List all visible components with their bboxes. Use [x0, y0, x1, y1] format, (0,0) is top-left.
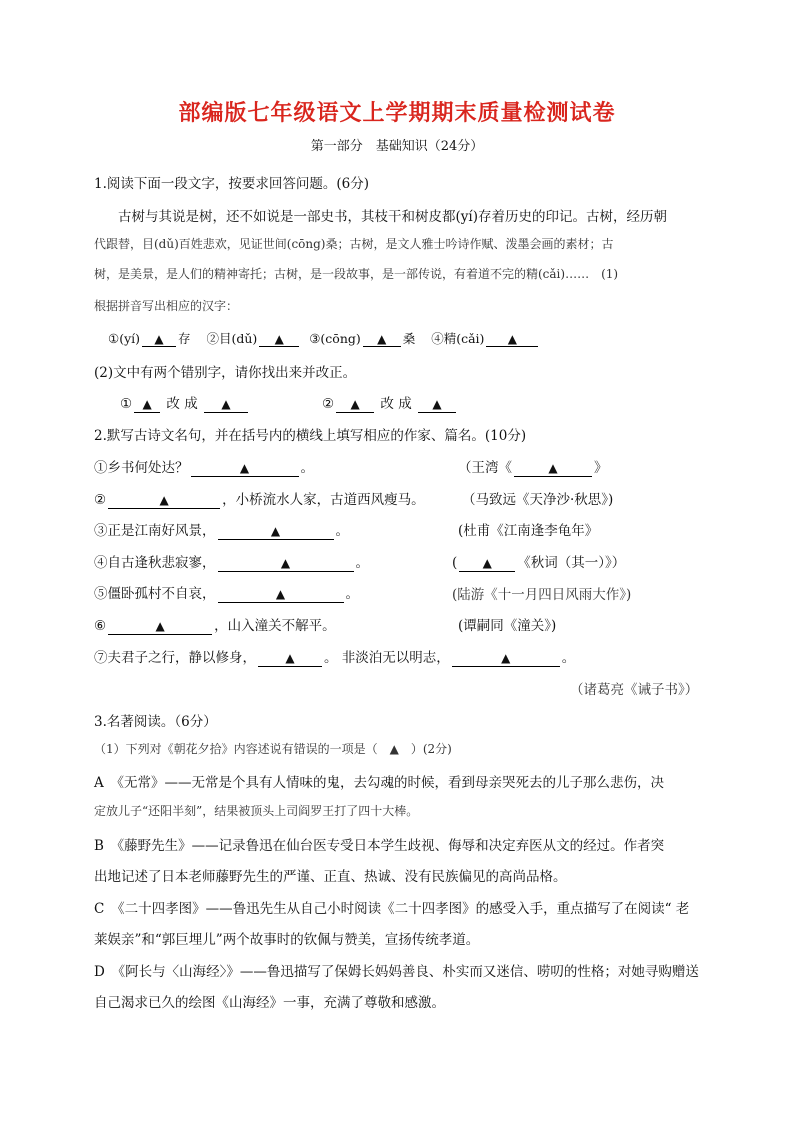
- q2-line-5: [94, 582, 359, 603]
- q2-source-6: (谭嗣同《潼关》): [458, 618, 557, 634]
- blank-label: ③(cōng): [309, 331, 361, 346]
- q2-line-3: [94, 519, 349, 540]
- q2-source-3: (杜甫《江南逢李龟年》: [458, 523, 599, 539]
- answer-blank[interactable]: [134, 397, 160, 413]
- poem-text: 。: [355, 555, 369, 571]
- q3-option-b: B 《藤野先生》——记录鲁迅在仙台医专受日本学生歧视、侮辱和决定弃医从文的经过。作者突: [94, 838, 665, 854]
- q3-option-b-cont: 出地记述了日本老师藤野先生的严谨、正直、热诚、没有民族偏见的高尚品格。: [94, 869, 567, 885]
- blank-marker: ▲: [275, 587, 286, 601]
- q3-subquestion-1: （1）下列对《朝花夕拾》内容述说有错误的一项是（ ▲ ）(2分): [94, 742, 452, 756]
- blank-marker: ▲: [142, 397, 152, 411]
- source-text: 》: [594, 460, 608, 476]
- answer-blank[interactable]: [363, 331, 401, 347]
- blank-marker: ▲: [239, 461, 250, 475]
- blank-marker: ▲: [350, 397, 360, 411]
- q2-source-1: [458, 456, 608, 477]
- poem-text: ⑦夫君子之行，静以修身，: [94, 650, 256, 666]
- poem-text: ⑥: [94, 618, 107, 634]
- poem-text: 。: [300, 460, 314, 476]
- answer-blank[interactable]: [191, 461, 299, 477]
- q1-paragraph-line: 树，是美景，是人们的精神寄托；古树，是一段故事，是一部传说，有着道不完的精(cǎi)…… (1): [94, 267, 619, 281]
- q2-line-1: [94, 456, 314, 477]
- answer-blank[interactable]: [336, 397, 374, 413]
- answer-blank[interactable]: [259, 331, 299, 347]
- answer-blank[interactable]: [218, 556, 354, 572]
- poem-text: 。 非淡泊无以明志，: [324, 650, 450, 666]
- q1-heading: 1.阅读下面一段文字，按要求回答问题。(6分): [94, 176, 370, 192]
- q2-source-7: （诸葛亮《诫子书》）: [570, 682, 699, 698]
- q1-paragraph-line: 古树与其说是树，还不如说是一部史书，其枝干和树皮都(yí)存着历史的印记。古树，经历朝: [118, 209, 667, 225]
- poem-text: ①乡书何处达？: [94, 460, 189, 476]
- answer-blank[interactable]: [108, 619, 212, 635]
- q2-line-2: [94, 488, 425, 509]
- q3-option-d: D 《阿长与〈山海经〉》——鲁迅描写了保姆长妈妈善良、朴实而又迷信、唠叨的性格；对她寻购赠送: [94, 964, 699, 980]
- poem-text: ③正是江南好风景，: [94, 523, 216, 539]
- q1-correction-row: [322, 392, 458, 413]
- q3-option-a: A 《无常》——无常是个具有人情味的鬼，去勾魂的时候，看到母亲哭死去的儿子那么悲伤，决: [94, 775, 664, 791]
- blank-marker: ▲: [155, 619, 165, 633]
- blank-label: ①(yí): [108, 331, 141, 346]
- blank-label: 桑: [402, 331, 416, 346]
- poem-text: 。: [345, 586, 359, 602]
- q2-source-2: （马致远《天净沙·秋思》): [462, 492, 614, 508]
- answer-blank[interactable]: [258, 651, 322, 667]
- q2-heading: 2.默写古诗文名句，并在括号内的横线上填写相应的作家、篇名。(10分): [94, 428, 527, 444]
- answer-blank[interactable]: [452, 651, 560, 667]
- blank-label: 存: [178, 331, 191, 346]
- answer-blank[interactable]: [218, 587, 344, 603]
- q1-paragraph-line: 根据拼音写出相应的汉字：: [94, 299, 239, 313]
- blank-marker: ▲: [154, 332, 164, 346]
- blank-marker: ▲: [270, 524, 281, 538]
- blank-label: ②目(dǔ): [206, 331, 258, 346]
- page-title: 部编版七年级语文上学期期末质量检测试卷: [178, 101, 616, 126]
- q3-option-c-cont: 莱娱亲”和“郭巨埋儿”两个故事时的钦佩与赞美，宣扬传统孝道。: [94, 932, 480, 948]
- answer-blank[interactable]: [204, 397, 248, 413]
- q2-line-7: [94, 646, 575, 667]
- blank-marker: ▲: [280, 556, 291, 570]
- correction-index: ②: [322, 396, 335, 412]
- poem-text: ，小桥流水人家，古道西风瘦马。: [222, 492, 425, 508]
- correction-label: 改 成: [166, 396, 198, 412]
- poem-text: ④自古逢秋悲寂寥，: [94, 555, 216, 571]
- blank-marker: ▲: [501, 651, 511, 665]
- poem-text: ⑤僵卧孤村不自哀，: [94, 586, 216, 602]
- q1-subquestion-2: (2)文中有两个错别字，请你找出来并改正。: [94, 365, 357, 381]
- q3-heading: 3.名著阅读。（6分）: [94, 714, 217, 730]
- q2-source-5: (陆游《十一月四日风雨大作》): [452, 587, 632, 603]
- answer-blank[interactable]: [459, 556, 515, 572]
- correction-index: ①: [120, 396, 133, 412]
- blank-label: ④精(cǎi): [431, 331, 485, 346]
- source-text: 《秋词（其一）》）: [517, 555, 626, 571]
- answer-blank[interactable]: [486, 331, 538, 347]
- source-text: （王湾《: [458, 460, 512, 476]
- poem-text: ，山入潼关不解平。: [214, 618, 336, 634]
- blank-marker: ▲: [548, 461, 558, 475]
- correction-label: 改 成: [380, 396, 412, 412]
- q2-line-4: [94, 551, 369, 572]
- q2-source-4: [452, 551, 625, 572]
- answer-blank[interactable]: [142, 331, 176, 347]
- blank-marker: ▲: [285, 651, 295, 665]
- answer-blank[interactable]: [108, 493, 220, 509]
- poem-text: 。: [561, 650, 576, 666]
- blank-marker: ▲: [159, 493, 169, 507]
- q1-pinyin-blanks: [108, 329, 540, 347]
- blank-marker: ▲: [432, 397, 442, 411]
- q3-option-c: C 《二十四孝图》——鲁迅先生从自己小时阅读《二十四孝图》的感受入手，重点描写了在阅读“ 老: [94, 901, 690, 917]
- section-subtitle: 第一部分 基础知识（24分）: [310, 139, 484, 154]
- blank-marker: ▲: [482, 556, 492, 570]
- blank-marker: ▲: [507, 332, 518, 346]
- blank-marker: ▲: [221, 397, 231, 411]
- poem-text: 。: [335, 523, 349, 539]
- q1-paragraph-line: 代跟替，目(dǔ)百姓悲欢，见证世间(cōng)桑；古树，是文人雅士吟诗作赋、泼墨会画的素材；古: [94, 237, 614, 251]
- answer-blank[interactable]: [218, 524, 334, 540]
- q1-correction-row: [120, 392, 250, 413]
- answer-blank[interactable]: [418, 397, 456, 413]
- q3-option-d-cont: 自己渴求已久的绘图《山海经》一事，充满了尊敬和感激。: [94, 995, 445, 1011]
- poem-text: ②: [94, 492, 107, 508]
- q2-line-6: [94, 614, 336, 635]
- blank-marker: ▲: [274, 332, 284, 346]
- blank-marker: ▲: [377, 332, 387, 346]
- source-text: (: [452, 555, 458, 571]
- q3-option-a-cont: 定放儿子“还阳半刻”，结果被顶头上司阎罗王打了四十大棒。: [94, 804, 419, 818]
- answer-blank[interactable]: [514, 461, 592, 477]
